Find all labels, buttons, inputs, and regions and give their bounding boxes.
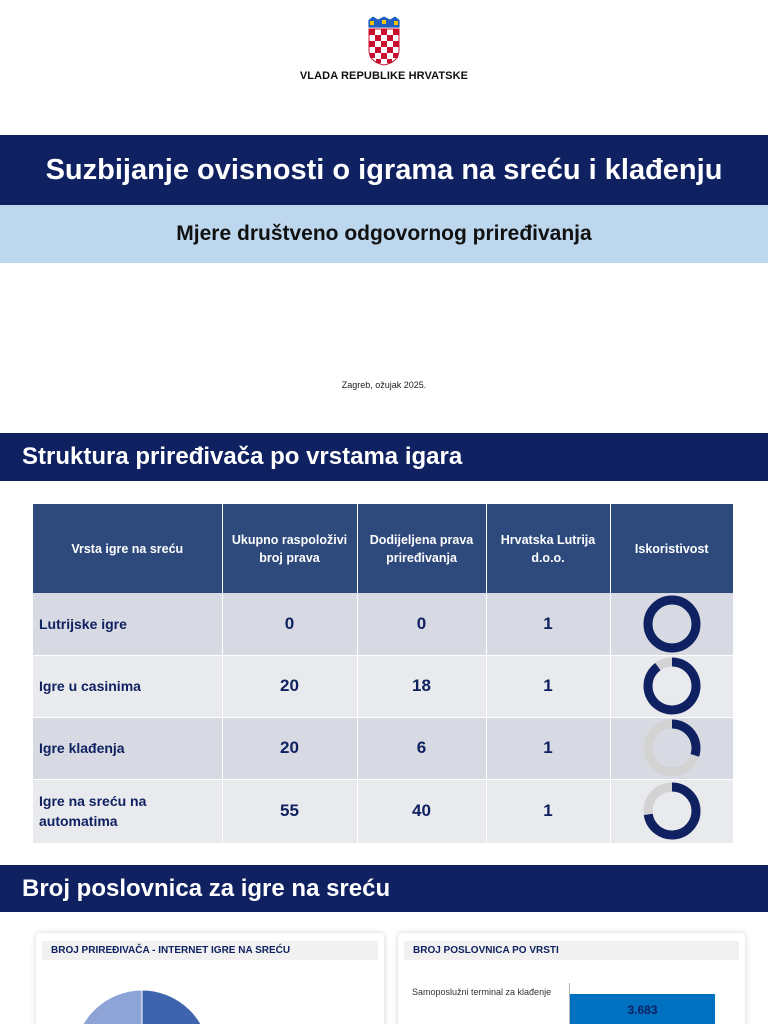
subtitle-banner	[0, 205, 768, 263]
pie-slice	[142, 990, 210, 1024]
utilization-donut	[642, 656, 702, 716]
header-game-type: Vrsta igre na sreću	[33, 504, 222, 593]
row-name: Igre u casinima	[33, 655, 222, 717]
section-title-offices: Broj poslovnica za igre na sreću	[22, 874, 391, 902]
header-utilization: Iskoristivost	[610, 504, 733, 593]
title-banner	[0, 135, 768, 205]
utilization-donut	[642, 718, 702, 778]
table-row	[33, 655, 733, 717]
row-name: Igre klađenja	[33, 717, 222, 779]
row-utilization	[610, 593, 733, 655]
row-assigned: 40	[357, 779, 486, 843]
section-header-structure	[0, 433, 768, 481]
document-title: Suzbijanje ovisnosti o igrama na sreću i klađenju	[45, 153, 723, 186]
government-name: VLADA REPUBLIKE HRVATSKE	[299, 70, 469, 82]
row-hl: 1	[486, 779, 610, 843]
table-row	[33, 593, 733, 655]
date-line: Zagreb, ožujak 2025.	[341, 380, 427, 390]
structure-table	[33, 504, 733, 844]
section-title-structure: Struktura priređivača po vrstama igara	[22, 443, 463, 470]
header-hrvatska-lutrija: Hrvatska Lutrija d.o.o.	[486, 504, 610, 593]
card-title-internet-operators: BROJ PRIREĐIVAČA - INTERNET IGRE NA SREĆU	[42, 941, 378, 960]
internet-operators-card	[36, 933, 384, 1024]
donut-utilized	[648, 662, 696, 710]
croatian-coat-of-arms-icon	[366, 16, 402, 66]
row-total: 20	[222, 655, 357, 717]
row-assigned: 0	[357, 593, 486, 655]
bar-value-label: 3.683	[627, 1003, 658, 1017]
document-subtitle: Mjere društveno odgovornog priređivanja	[176, 222, 592, 245]
table-row	[33, 717, 733, 779]
pie-slice	[74, 990, 142, 1024]
donut-utilized	[672, 724, 696, 755]
utilization-donut	[642, 594, 702, 654]
table-row	[33, 779, 733, 843]
header-assigned-rights: Dodijeljena prava priređivanja	[357, 504, 486, 593]
donut-utilized	[648, 600, 696, 648]
row-utilization	[610, 717, 733, 779]
row-assigned: 6	[357, 717, 486, 779]
section-header-offices	[0, 865, 768, 912]
row-total: 0	[222, 593, 357, 655]
row-name: Igre na sreću na automatima	[33, 779, 222, 843]
row-hl: 1	[486, 593, 610, 655]
table-header-row	[33, 504, 733, 593]
bar-category-label: Samoposlužni terminal za klađenje	[412, 987, 552, 997]
row-hl: 1	[486, 717, 610, 779]
row-assigned: 18	[357, 655, 486, 717]
internet-operators-pie	[72, 988, 212, 1024]
row-hl: 1	[486, 655, 610, 717]
offices-by-type-card	[398, 933, 745, 1024]
utilization-donut	[642, 781, 702, 841]
row-utilization	[610, 655, 733, 717]
row-name: Lutrijske igre	[33, 593, 222, 655]
header-total-rights: Ukupno raspoloživi broj prava	[222, 504, 357, 593]
row-utilization	[610, 779, 733, 843]
row-total: 20	[222, 717, 357, 779]
card-title-offices-by-type: BROJ POSLOVNICA PO VRSTI	[404, 941, 739, 960]
row-total: 55	[222, 779, 357, 843]
